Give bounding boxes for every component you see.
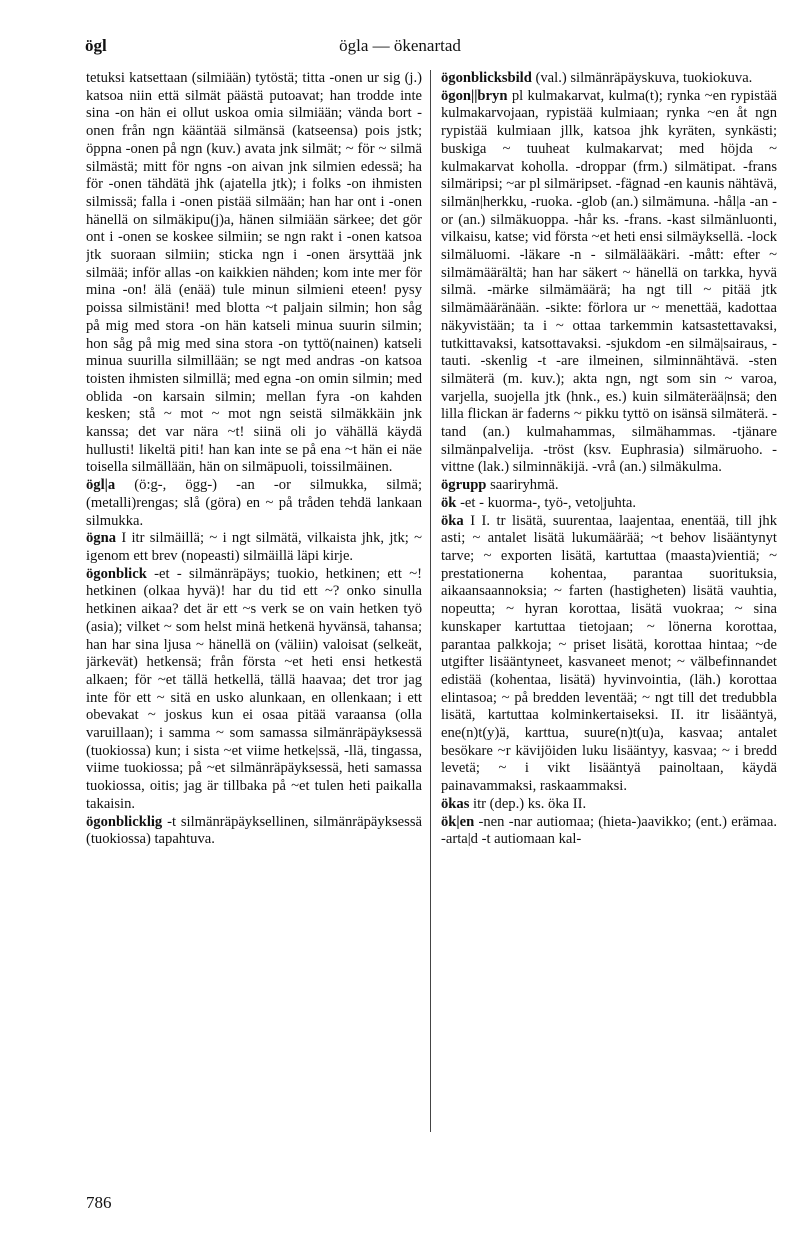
entry-text: -nen -nar autiomaa; (hieta-)aavikko; (ent.) erämaa. -arta|d -t autiomaan kal-: [441, 813, 777, 848]
entry-headword: ögonblick: [86, 565, 147, 582]
dictionary-entry: [86, 566, 422, 814]
entry-headword: ök: [441, 494, 457, 511]
dictionary-entry: [86, 477, 422, 530]
entry-headword: ögl|a: [86, 477, 116, 494]
entry-headword: ögonblicklig: [86, 813, 163, 830]
entry-text: (ö:g-, ögg-) -an -or silmukka, silmä; (metalli)rengas; slå (göra) en ~ på tråden tehdä lankaan silmukka.: [86, 477, 422, 529]
dictionary-entry: [441, 513, 777, 796]
entry-text: -t silmänräpäyksellinen, silmänräpäyksessä (tuokiossa) tapahtuva.: [86, 813, 422, 848]
entry-text: I itr silmäillä; ~ i ngt silmätä, vilkaista jhk, jtk; ~ igenom ett brev (nopeasti) silmäillä läpi kirje.: [86, 530, 422, 564]
page-header: [0, 36, 800, 62]
entry-text: itr (dep.) ks. öka II.: [469, 795, 587, 812]
entry-headword: ögrupp: [441, 477, 487, 494]
dictionary-entry: [86, 530, 422, 565]
dictionary-entry: [441, 495, 777, 513]
header-range: ögla — ökenartad: [339, 36, 461, 55]
entry-headword: ögon||bryn: [441, 87, 508, 104]
dictionary-entry: [86, 814, 422, 849]
dictionary-entry: [441, 88, 777, 477]
dictionary-entry: [441, 70, 777, 88]
entry-text: saariryhmä.: [486, 477, 559, 494]
left-column: [86, 70, 422, 1132]
entry-headword: ök|en: [441, 813, 475, 830]
entry-text: -et - silmänräpäys; tuokio, hetkinen; ett ~! hetkinen (olkaa hyvä)! har du tid ett ~? onko sinulla hetkinen aikaa? det är ett ~s verk se on vain hetken työ (asia); vilket ~ som helst minä hetkenä hyvänsä, tahansa; han har sina ljusa ~ hänellä on (väliin) valoisat (selkeät, järkevät) hetkensä; från första ~et heti ensi hetkestä alkaen; för ~et tällä hetkellä, tällä haavaa; det tror jag inte för ett ~ sitä en usko alunkaan, en ollenkaan; i ett obevakat ~ joskus kun ei osaa pitää varaansa (olla varuillaan); i samma ~ som samassa silmänräpäyksessä (tuokiossa) kun; i sista ~et viime hetke|ssä, -llä, tingassa, viime tuokiossa; på ~et silmänräpäyksessä, heti samassa tuokiossa, oitis; jag är tillbaka på ~et tulen heti paikalla takaisin.: [86, 565, 422, 812]
dictionary-entry: [441, 814, 777, 849]
header-guide-word: ögl: [85, 36, 107, 55]
entry-text: pl kulmakarvat, kulma(t); rynka ~en rypistää kulmakarvojaan, rypistää kulmiaan; rynka ~en åt ngn rypistää kulmiaan jllk, katsoa jhk kyräten, synkästi; buskiga ~ tuuheat kulmakarvat; med höjda ~ kulmakarvat koholla. -droppar (frm.) silmätipat. -frans silmäripsi; ~ar pl silmäripset. -fägnad -en kaunis nähtävä, silmän|herkku, -ruoka. -glob (an.) silmämuna. -hål|a -an -or (an.) silmäkuoppa. -hår ks. -frans. -kast silmänluonti, vilkaisu, katse; vid första ~et heti ensi silmäyksellä. -lock silmäluomi. -läkare -n - silmälääkäri. -mått: efter ~ silmämäärältä; han har säkert ~ hänellä on tarkka, hyvä silmä. -märke silmämäärä; ha ngt till ~ pitää jtk silmämääränään. -sikte: förlora ur ~ menettää, kadottaa näkyvistään; ta i ~ ottaa tarkemmin katsastettavaksi, tutkittavaksi, katsottavaksi. -sjukdom -en silmä|sairaus, -tauti. -skenlig -t -are ilmeinen, silminnähtävä. -sten silmäterä (m. kuv.); akta ngn, ngt som sin ~ varoa, varjella, suojella jtk (hnk., es.) kuin silmäterää|nsä; den lilla flickan är faderns ~ pikku tyttö on isänsä silmäterä. -tand (an.) kulmahammas, silmähammas. -tjänare silmänpalvelija. -tröst (ksv. Euphrasia) silmäruoho. -vittne (lak.) silminnäkijä. -vrå (an.) silmäkulma.: [441, 87, 777, 476]
entry-text: (val.) silmänräpäyskuva, tuokiokuva.: [531, 70, 753, 86]
column-divider: [430, 70, 431, 1132]
entry-text: -et - kuorma-, työ-, veto|juhta.: [456, 494, 637, 511]
dictionary-entry: [86, 70, 422, 477]
entry-text: I I. tr lisätä, suurentaa, laajentaa, enentää, till jhk asti; ~ antalet lisätä lukumäärää; ~t behov lisääntynyt tarve; ~ exporten lisätä, kartuttaa (maasta)vientiä; ~ prestationerna kohentaa, parantaa suorituksia, aikaansaannoksia; ~ farten (hastigheten) lisätä vauhtia, nopeutta; ~ hyran korottaa, lisätä vuokraa; ~ sina kunskaper kartuttaa tietojaan; ~ lönerna korottaa, parantaa palkkoja; ~ priset lisätä, korottaa hintaa; ~de utgifter lisääntyneet, kasvaneet menot; ~ välbefinnandet edistää (kohentaa, lisätä) hyvinvointia, (läh.) korottaa elintasoa; ~ på bredden leventää; ~ ngt till det tredubbla lisätä, kartuttaa kolminkertaiseksi. II. itr lisääntyä, ene(n)t(y)ä, karttua, suure(n)t(u)a, kasvaa; antalet besökare ~r kävijöiden luku lisääntyy, kasvaa; ~ i bredd levetä; ~ i vikt lisääntyä painoltaan, käydä painavammaksi, raskaammaksi.: [441, 512, 777, 795]
entry-headword: öka: [441, 512, 464, 529]
dictionary-entry: [441, 796, 777, 814]
page-number: 786: [86, 1193, 112, 1212]
entry-headword: ögna: [86, 530, 117, 547]
entry-text: tetuksi katsettaan (silmiään) tytöstä; titta -onen ur sig (j.) katsoa niin että silmät päästä putoavat; han trodde inte sina -on hän ei ollut uskoa omia silmiään; vända bort -onen från ngn kääntää silmänsä (katseensa) pois jstk; öppna -onen på ngn (kuv.) avata jnk silmät; ~ för ~ silmä silmästä; mitt för ngns -on aivan jnk silmien edessä; ha för -onen tähdätä jhk (ajatella jtk); i folks -on ihmisten silmissä; falla i -onen pistää silmään; han har ont i -onen hänellä on silmäkipu(j)a, hänen silmiään särkee; det gör ont i -onen se koskee silmiin; se ngn rakt i -onen katsoa jtk suoraan silmiin; sticka ngn i -onen ärsyttää jnk silmää; inför allas -on kaikkien nähden; kom inte mer för mina -on! älä (enää) tule minun silmieni eteen! pysy poissa silmistäni! med blotta ~t paljain silmin; hon såg på mig med stora -on hän katseli minua suurin silmin; hon såg på mig med sina stora -on tyttö(nainen) katseli minua suurilla silmillään; se ngt med andras -on katsoa toisten ihmisten silmillä; med egna -on omin silmin; med oblida -on karsain silmin; mellan fyra -on kahden kesken; stå ~ mot ~ mot ngn seistä silmäkkäin jnk kanssa; det var nära ~t! siinä oli jo vähällä käydä hullusti! likeltä piti! han kan inte se på ena ~t hän ei näe toisella silmällään, hän on silmäpuoli, toissilmäinen.: [86, 70, 422, 476]
entry-headword: ögonblicksbild: [441, 70, 532, 86]
entry-headword: ökas: [441, 795, 470, 812]
right-column: [441, 70, 777, 1132]
dictionary-entry: [441, 477, 777, 495]
